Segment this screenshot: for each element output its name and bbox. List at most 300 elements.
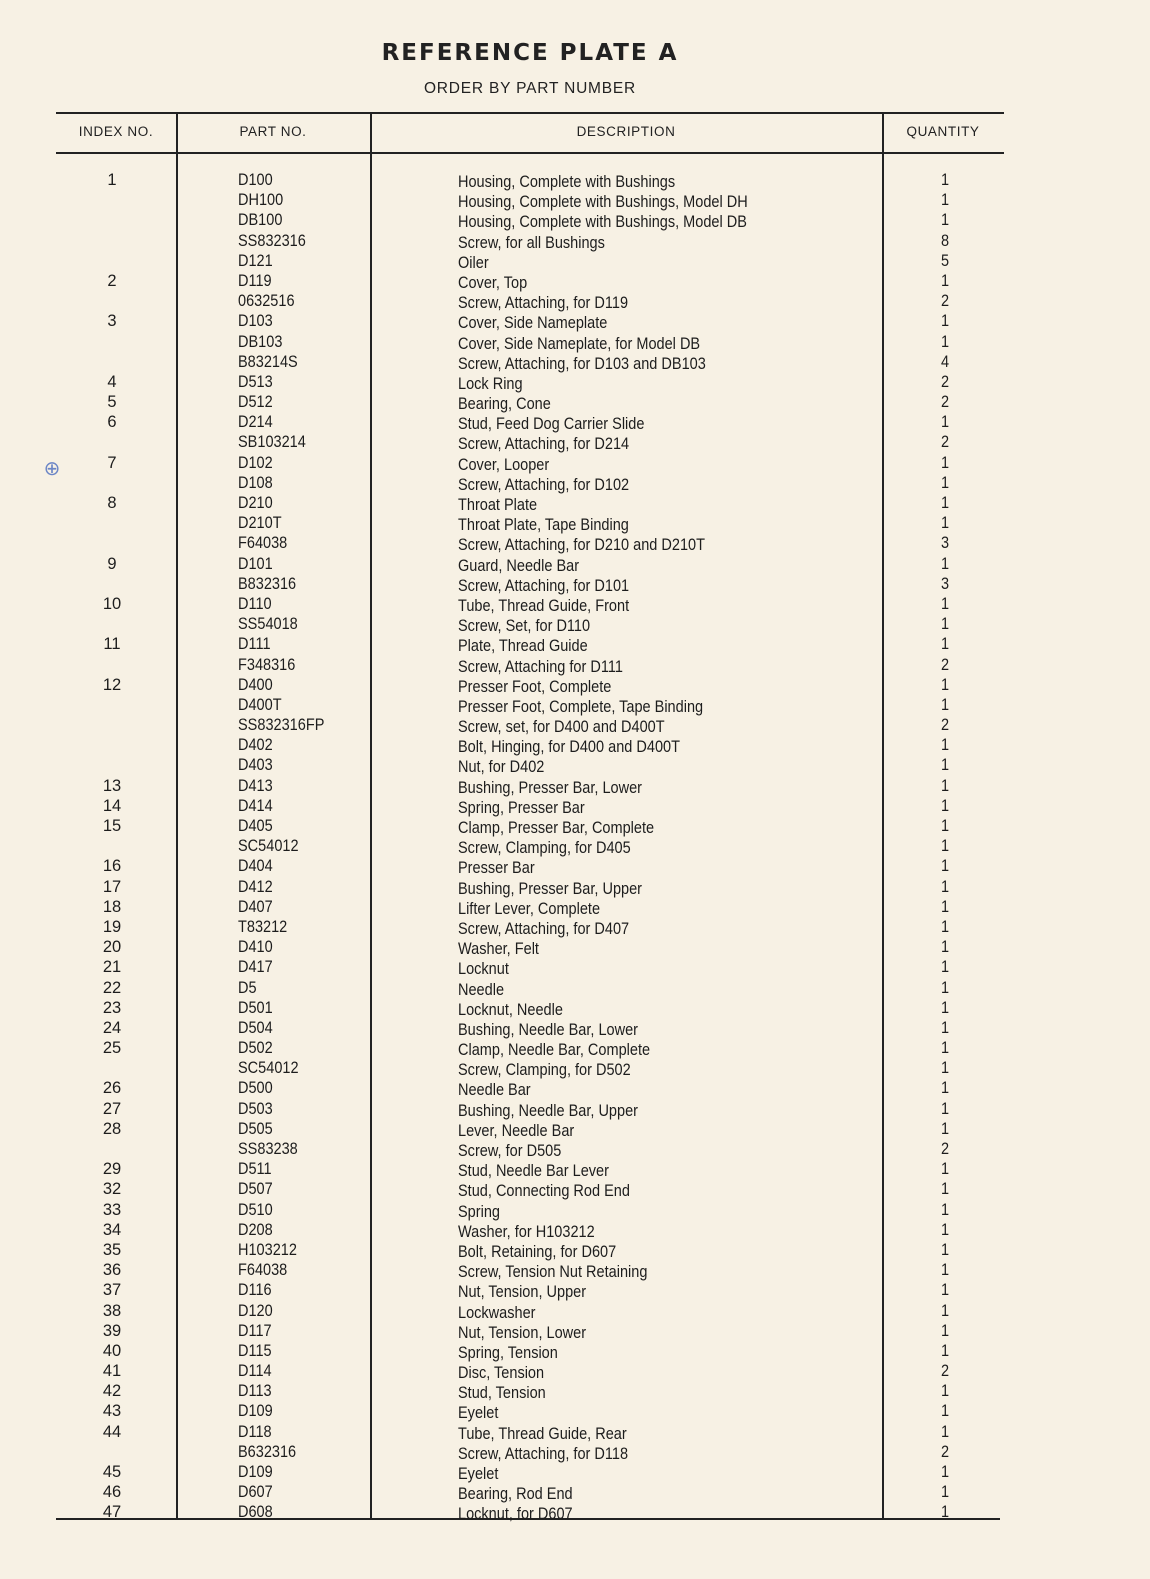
quantity-cell: 1 bbox=[940, 877, 950, 896]
part-number-cell: D111 bbox=[238, 635, 271, 654]
table-row bbox=[0, 957, 1150, 977]
table-row bbox=[0, 574, 1150, 594]
part-number-cell: D501 bbox=[238, 998, 273, 1017]
index-cell: 23 bbox=[102, 998, 122, 1017]
table-row bbox=[0, 715, 1150, 735]
quantity-cell: 1 bbox=[940, 473, 950, 492]
quantity-cell: 1 bbox=[940, 615, 950, 634]
part-number-cell: D607 bbox=[238, 1483, 273, 1502]
quantity-cell: 2 bbox=[940, 433, 950, 452]
part-number-cell: D214 bbox=[238, 413, 273, 432]
table-row bbox=[0, 1422, 1150, 1442]
table-row bbox=[0, 352, 1150, 372]
table-row bbox=[0, 453, 1150, 473]
table-row bbox=[0, 1179, 1150, 1199]
description-cell: Screw, Attaching, for D210 and D210T bbox=[458, 536, 705, 555]
index-cell: 24 bbox=[102, 1018, 122, 1037]
part-number-cell: D512 bbox=[238, 393, 273, 412]
part-number-cell: D102 bbox=[238, 453, 273, 472]
quantity-cell: 2 bbox=[940, 1442, 950, 1461]
header-bottom-rule bbox=[56, 152, 1004, 154]
quantity-cell: 2 bbox=[940, 372, 950, 391]
description-cell: Screw, Attaching, for D103 and DB103 bbox=[458, 354, 706, 373]
description-cell: Bushing, Presser Bar, Upper bbox=[458, 879, 643, 898]
description-cell: Housing, Complete with Bushings bbox=[458, 173, 676, 191]
table-row bbox=[0, 493, 1150, 513]
quantity-cell: 1 bbox=[940, 837, 950, 856]
index-cell: 33 bbox=[102, 1200, 122, 1219]
part-number-cell: 0632516 bbox=[238, 292, 295, 311]
table-row bbox=[0, 513, 1150, 533]
table-row bbox=[0, 1502, 1150, 1522]
quantity-cell: 1 bbox=[940, 312, 950, 331]
description-cell: Screw, Attaching, for D118 bbox=[458, 1444, 629, 1463]
table-row bbox=[0, 271, 1150, 291]
description-cell: Lifter Lever, Complete bbox=[458, 899, 601, 918]
table-row bbox=[0, 210, 1150, 230]
description-cell: Stud, Connecting Rod End bbox=[458, 1182, 630, 1201]
quantity-cell: 1 bbox=[940, 736, 950, 755]
quantity-cell: 1 bbox=[940, 453, 950, 472]
part-number-cell: D503 bbox=[238, 1099, 273, 1118]
description-cell: Screw, Attaching, for D214 bbox=[458, 435, 630, 454]
quantity-cell: 1 bbox=[940, 695, 950, 714]
quantity-cell: 3 bbox=[940, 574, 950, 593]
description-cell: Locknut, for D607 bbox=[458, 1505, 573, 1524]
table-row bbox=[0, 1200, 1150, 1220]
table-row bbox=[0, 1361, 1150, 1381]
description-cell: Housing, Complete with Bushings, Model DB bbox=[458, 213, 747, 232]
quantity-cell: 2 bbox=[940, 292, 950, 311]
part-number-cell: D405 bbox=[238, 817, 273, 835]
part-number-cell: D208 bbox=[238, 1220, 273, 1239]
quantity-cell: 1 bbox=[940, 1119, 950, 1138]
part-number-cell: D100 bbox=[238, 171, 273, 189]
index-cell: 37 bbox=[102, 1281, 122, 1300]
index-cell: 11 bbox=[103, 635, 121, 654]
quantity-cell: 1 bbox=[940, 1099, 950, 1118]
quantity-cell: 1 bbox=[940, 1180, 950, 1199]
description-cell: Screw, Clamping, for D502 bbox=[458, 1061, 631, 1080]
table-row bbox=[0, 311, 1150, 331]
table-row bbox=[0, 735, 1150, 755]
table-row bbox=[0, 332, 1150, 352]
table-row bbox=[0, 877, 1150, 897]
part-number-cell: D210 bbox=[238, 494, 273, 512]
index-cell: 38 bbox=[102, 1301, 122, 1320]
table-row bbox=[0, 978, 1150, 998]
description-cell: Needle bbox=[458, 980, 505, 999]
quantity-cell: 1 bbox=[940, 191, 950, 210]
quantity-cell: 1 bbox=[940, 594, 950, 613]
description-cell: Lever, Needle Bar bbox=[458, 1121, 575, 1140]
index-cell: 45 bbox=[102, 1463, 122, 1481]
index-cell: 2 bbox=[107, 271, 117, 290]
quantity-cell: 1 bbox=[940, 1220, 950, 1239]
table-top-rule bbox=[56, 112, 1004, 114]
quantity-cell: 1 bbox=[940, 1200, 950, 1219]
index-cell: 10 bbox=[102, 594, 122, 613]
quantity-cell: 1 bbox=[940, 554, 950, 573]
table-row bbox=[0, 1321, 1150, 1341]
part-number-cell: D414 bbox=[238, 796, 273, 815]
part-number-cell: D507 bbox=[238, 1180, 273, 1199]
quantity-cell: 1 bbox=[940, 756, 950, 775]
part-number-cell: DB103 bbox=[238, 332, 283, 351]
description-cell: Screw, for all Bushings bbox=[458, 233, 605, 252]
table-row bbox=[0, 1078, 1150, 1098]
index-cell: 19 bbox=[102, 917, 122, 936]
part-number-cell: SC54012 bbox=[238, 837, 299, 856]
index-cell: 46 bbox=[102, 1483, 122, 1502]
table-row bbox=[0, 170, 1150, 190]
table-row bbox=[0, 1058, 1150, 1078]
quantity-cell: 1 bbox=[940, 1240, 950, 1259]
index-cell: 15 bbox=[102, 817, 122, 835]
table-row bbox=[0, 412, 1150, 432]
description-cell: Clamp, Needle Bar, Complete bbox=[458, 1041, 651, 1060]
quantity-cell: 1 bbox=[940, 1503, 950, 1522]
description-cell: Guard, Needle Bar bbox=[458, 556, 580, 575]
table-row bbox=[0, 1482, 1150, 1502]
quantity-cell: 1 bbox=[940, 514, 950, 533]
part-number-cell: SS832316 bbox=[238, 231, 306, 250]
quantity-cell: 1 bbox=[940, 1321, 950, 1340]
table-row bbox=[0, 392, 1150, 412]
table-row bbox=[0, 1442, 1150, 1462]
description-cell: Bolt, Hinging, for D400 and D400T bbox=[458, 738, 680, 757]
description-cell: Screw, Attaching for D111 bbox=[458, 657, 623, 676]
table-row bbox=[0, 755, 1150, 775]
part-number-cell: DB100 bbox=[238, 211, 283, 230]
quantity-cell: 1 bbox=[940, 938, 950, 957]
quantity-cell: 1 bbox=[940, 1261, 950, 1280]
part-number-cell: D504 bbox=[238, 1018, 273, 1037]
description-cell: Screw, set, for D400 and D400T bbox=[458, 718, 665, 737]
description-cell: Bushing, Needle Bar, Lower bbox=[458, 1020, 639, 1039]
description-cell: Presser Foot, Complete bbox=[458, 677, 612, 696]
quantity-cell: 1 bbox=[940, 1341, 950, 1360]
quantity-cell: 1 bbox=[940, 897, 950, 916]
description-cell: Spring, Tension bbox=[458, 1343, 558, 1362]
index-cell: 18 bbox=[102, 897, 122, 916]
part-number-cell: F64038 bbox=[238, 1261, 288, 1280]
description-cell: Stud, Tension bbox=[458, 1384, 546, 1403]
part-number-cell: D513 bbox=[238, 372, 273, 391]
description-cell: Screw, Set, for D110 bbox=[458, 617, 591, 636]
table-row bbox=[0, 1301, 1150, 1321]
part-number-cell: B632316 bbox=[238, 1442, 297, 1461]
description-cell: Bearing, Cone bbox=[458, 395, 551, 414]
description-cell: Bushing, Presser Bar, Lower bbox=[458, 778, 643, 797]
index-cell: 17 bbox=[102, 877, 122, 896]
table-row bbox=[0, 473, 1150, 493]
table-row bbox=[0, 1018, 1150, 1038]
index-cell: 36 bbox=[102, 1261, 122, 1280]
table-row bbox=[0, 1280, 1150, 1300]
quantity-cell: 1 bbox=[940, 413, 950, 432]
part-number-cell: D410 bbox=[238, 938, 273, 957]
part-number-cell: SB103214 bbox=[238, 433, 306, 452]
index-cell: 20 bbox=[102, 938, 122, 957]
index-cell: 16 bbox=[102, 857, 122, 876]
part-number-cell: D116 bbox=[238, 1281, 272, 1300]
description-cell: Presser Foot, Complete, Tape Binding bbox=[458, 697, 704, 716]
table-row bbox=[0, 856, 1150, 876]
table-row bbox=[0, 897, 1150, 917]
part-number-cell: SS83238 bbox=[238, 1140, 298, 1158]
quantity-cell: 1 bbox=[940, 817, 950, 835]
part-number-cell: SC54012 bbox=[238, 1059, 299, 1078]
part-number-cell: D404 bbox=[238, 857, 273, 876]
quantity-cell: 1 bbox=[940, 857, 950, 876]
description-cell: Housing, Complete with Bushings, Model DH bbox=[458, 193, 748, 212]
table-row bbox=[0, 1159, 1150, 1179]
quantity-cell: 1 bbox=[940, 1059, 950, 1078]
part-number-cell: D407 bbox=[238, 897, 273, 916]
quantity-cell: 2 bbox=[940, 716, 950, 735]
table-row bbox=[0, 1240, 1150, 1260]
table-row bbox=[0, 594, 1150, 614]
table-row bbox=[0, 1260, 1150, 1280]
index-cell: 29 bbox=[102, 1160, 122, 1179]
part-number-cell: D109 bbox=[238, 1463, 273, 1481]
index-cell: 40 bbox=[102, 1341, 122, 1360]
description-cell: Nut, Tension, Lower bbox=[458, 1323, 587, 1342]
part-number-cell: D400 bbox=[238, 675, 273, 694]
table-row bbox=[0, 1220, 1150, 1240]
part-number-cell: D117 bbox=[238, 1321, 272, 1340]
description-cell: Throat Plate, Tape Binding bbox=[458, 516, 629, 535]
part-number-cell: D118 bbox=[238, 1422, 272, 1441]
header-description: DESCRIPTION bbox=[576, 124, 676, 139]
part-number-cell: D505 bbox=[238, 1119, 273, 1138]
page-subtitle: ORDER BY PART NUMBER bbox=[423, 80, 637, 97]
description-cell: Washer, Felt bbox=[458, 940, 539, 959]
quantity-cell: 1 bbox=[940, 776, 950, 795]
part-number-cell: D5 bbox=[238, 978, 257, 997]
index-cell: 7 bbox=[107, 453, 117, 472]
quantity-cell: 1 bbox=[940, 675, 950, 694]
quantity-cell: 2 bbox=[940, 393, 950, 412]
table-row bbox=[0, 291, 1150, 311]
part-number-cell: D608 bbox=[238, 1503, 273, 1522]
index-cell: 4 bbox=[107, 372, 117, 391]
part-number-cell: D403 bbox=[238, 756, 273, 775]
quantity-cell: 1 bbox=[940, 171, 950, 189]
description-cell: Screw, Attaching, for D119 bbox=[458, 294, 629, 313]
table-row bbox=[0, 836, 1150, 856]
description-cell: Stud, Needle Bar Lever bbox=[458, 1162, 609, 1181]
index-cell: 41 bbox=[102, 1362, 122, 1381]
quantity-cell: 1 bbox=[940, 1463, 950, 1481]
quantity-cell: 1 bbox=[940, 958, 950, 977]
index-cell: 47 bbox=[102, 1503, 122, 1522]
table-row bbox=[0, 1038, 1150, 1058]
quantity-cell: 1 bbox=[940, 1402, 950, 1421]
index-cell: 21 bbox=[102, 958, 122, 977]
index-cell: 42 bbox=[102, 1382, 122, 1401]
table-row bbox=[0, 1139, 1150, 1159]
table-row bbox=[0, 554, 1150, 574]
part-number-cell: D502 bbox=[238, 1039, 273, 1058]
index-cell: 27 bbox=[102, 1099, 122, 1118]
description-cell: Screw, Attaching, for D101 bbox=[458, 576, 630, 595]
table-row bbox=[0, 655, 1150, 675]
description-cell: Nut, for D402 bbox=[458, 758, 545, 777]
registration-mark-icon: ⊕ bbox=[43, 458, 61, 480]
quantity-cell: 1 bbox=[940, 917, 950, 936]
index-cell: 44 bbox=[102, 1422, 122, 1441]
table-row bbox=[0, 432, 1150, 452]
quantity-cell: 1 bbox=[940, 494, 950, 512]
part-number-cell: T83212 bbox=[238, 917, 288, 936]
index-cell: 8 bbox=[107, 494, 117, 512]
index-cell: 1 bbox=[107, 171, 117, 189]
index-cell: 34 bbox=[102, 1220, 122, 1239]
description-cell: Oiler bbox=[458, 253, 489, 272]
table-row bbox=[0, 998, 1150, 1018]
part-number-cell: D500 bbox=[238, 1079, 273, 1098]
part-number-cell: D103 bbox=[238, 312, 273, 331]
part-number-cell: H103212 bbox=[238, 1240, 297, 1259]
description-cell: Lock Ring bbox=[458, 374, 523, 393]
description-cell: Plate, Thread Guide bbox=[458, 637, 588, 656]
part-number-cell: D210T bbox=[238, 514, 282, 533]
description-cell: Tube, Thread Guide, Rear bbox=[458, 1424, 627, 1443]
quantity-cell: 2 bbox=[940, 655, 950, 674]
description-cell: Lockwasher bbox=[458, 1303, 536, 1322]
description-cell: Eyelet bbox=[458, 1465, 499, 1483]
table-row bbox=[0, 776, 1150, 796]
quantity-cell: 1 bbox=[940, 1301, 950, 1320]
table-row bbox=[0, 251, 1150, 271]
header-index: INDEX NO. bbox=[78, 124, 154, 139]
description-cell: Stud, Feed Dog Carrier Slide bbox=[458, 415, 645, 434]
index-cell: 3 bbox=[107, 312, 117, 331]
quantity-cell: 8 bbox=[940, 231, 950, 250]
part-number-cell: D119 bbox=[238, 271, 272, 290]
header-part: PART NO. bbox=[239, 124, 307, 139]
index-cell: 39 bbox=[102, 1321, 122, 1340]
quantity-cell: 3 bbox=[940, 534, 950, 553]
index-cell: 28 bbox=[102, 1119, 122, 1138]
part-number-cell: D113 bbox=[238, 1382, 272, 1401]
part-number-cell: D400T bbox=[238, 695, 282, 714]
part-number-cell: D417 bbox=[238, 958, 273, 977]
quantity-cell: 1 bbox=[940, 1281, 950, 1300]
description-cell: Bushing, Needle Bar, Upper bbox=[458, 1101, 639, 1120]
description-cell: Bolt, Retaining, for D607 bbox=[458, 1242, 617, 1261]
index-cell: 5 bbox=[107, 393, 117, 412]
part-number-cell: F64038 bbox=[238, 534, 288, 553]
description-cell: Eyelet bbox=[458, 1404, 499, 1423]
part-number-cell: D121 bbox=[238, 251, 273, 270]
quantity-cell: 5 bbox=[940, 251, 950, 270]
description-cell: Cover, Looper bbox=[458, 455, 550, 474]
table-row bbox=[0, 1462, 1150, 1482]
description-cell: Cover, Side Nameplate bbox=[458, 314, 608, 333]
part-number-cell: F348316 bbox=[238, 655, 296, 674]
index-cell: 6 bbox=[107, 413, 117, 432]
table-row bbox=[0, 231, 1150, 251]
quantity-cell: 1 bbox=[940, 1039, 950, 1058]
description-cell: Nut, Tension, Upper bbox=[458, 1283, 587, 1302]
table-row bbox=[0, 1381, 1150, 1401]
quantity-cell: 1 bbox=[940, 635, 950, 654]
quantity-cell: 1 bbox=[940, 1160, 950, 1179]
description-cell: Throat Plate bbox=[458, 496, 538, 514]
description-cell: Spring, Presser Bar bbox=[458, 798, 585, 817]
part-number-cell: B832316 bbox=[238, 574, 297, 593]
index-cell: 13 bbox=[102, 776, 122, 795]
table-row bbox=[0, 372, 1150, 392]
description-cell: Screw, Clamping, for D405 bbox=[458, 839, 631, 858]
quantity-cell: 1 bbox=[940, 1018, 950, 1037]
part-number-cell: D114 bbox=[238, 1362, 272, 1381]
part-number-cell: D402 bbox=[238, 736, 273, 755]
table-row bbox=[0, 1119, 1150, 1139]
part-number-cell: D109 bbox=[238, 1402, 273, 1421]
index-cell: 35 bbox=[102, 1240, 122, 1259]
table-row bbox=[0, 1341, 1150, 1361]
description-cell: Cover, Side Nameplate, for Model DB bbox=[458, 334, 701, 353]
index-cell: 25 bbox=[102, 1039, 122, 1058]
table-row bbox=[0, 695, 1150, 715]
part-number-cell: DH100 bbox=[238, 191, 284, 210]
description-cell: Needle Bar bbox=[458, 1081, 531, 1100]
description-cell: Screw, Attaching, for D102 bbox=[458, 475, 630, 494]
index-cell: 26 bbox=[102, 1079, 122, 1098]
quantity-cell: 1 bbox=[940, 271, 950, 290]
quantity-cell: 1 bbox=[940, 978, 950, 997]
description-cell: Clamp, Presser Bar, Complete bbox=[458, 819, 655, 837]
part-number-cell: D120 bbox=[238, 1301, 273, 1320]
index-cell: 32 bbox=[102, 1180, 122, 1199]
table-row bbox=[0, 796, 1150, 816]
part-number-cell: D413 bbox=[238, 776, 273, 795]
index-cell: 43 bbox=[102, 1402, 122, 1421]
table-row bbox=[0, 533, 1150, 553]
quantity-cell: 1 bbox=[940, 1382, 950, 1401]
index-cell: 22 bbox=[102, 978, 122, 997]
quantity-cell: 1 bbox=[940, 796, 950, 815]
table-row bbox=[0, 1401, 1150, 1421]
quantity-cell: 1 bbox=[940, 998, 950, 1017]
table-row bbox=[0, 937, 1150, 957]
table-row bbox=[0, 1099, 1150, 1119]
part-number-cell: D115 bbox=[238, 1341, 272, 1360]
table-row bbox=[0, 917, 1150, 937]
page-title: REFERENCE PLATE A bbox=[381, 40, 679, 66]
quantity-cell: 1 bbox=[940, 1422, 950, 1441]
part-number-cell: D110 bbox=[238, 594, 272, 613]
part-number-cell: D412 bbox=[238, 877, 273, 896]
description-cell: Presser Bar bbox=[458, 859, 535, 878]
part-number-cell: D511 bbox=[238, 1160, 272, 1179]
description-cell: Screw, Attaching, for D407 bbox=[458, 919, 630, 938]
description-cell: Locknut bbox=[458, 960, 509, 979]
index-cell: 9 bbox=[107, 554, 117, 573]
part-number-cell: B83214S bbox=[238, 352, 298, 371]
part-number-cell: D101 bbox=[238, 554, 273, 573]
index-cell: 12 bbox=[102, 675, 122, 694]
quantity-cell: 1 bbox=[940, 1483, 950, 1502]
description-cell: Screw, for D505 bbox=[458, 1142, 562, 1160]
part-number-cell: D108 bbox=[238, 473, 273, 492]
table-row bbox=[0, 675, 1150, 695]
table-row bbox=[0, 190, 1150, 210]
